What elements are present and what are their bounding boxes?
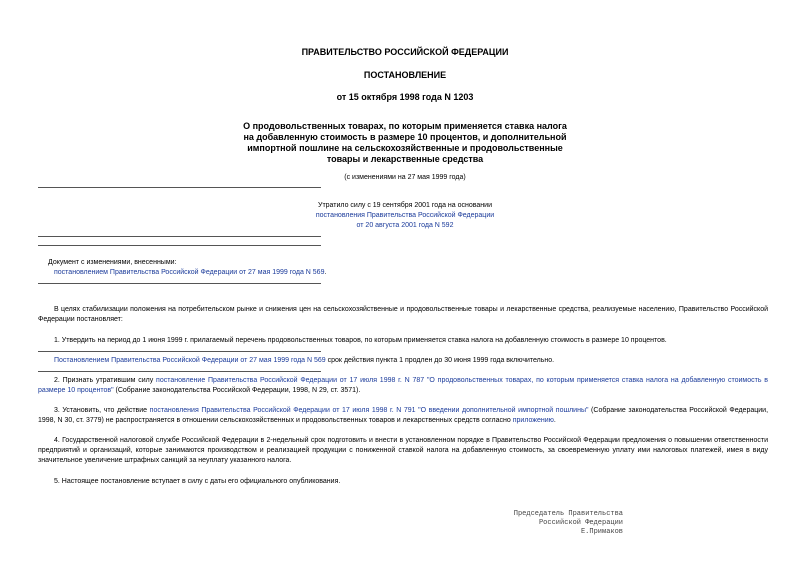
expired-link[interactable]: постановления Правительства Российской Федерации xyxy=(315,212,495,219)
expired-text: Утратило силу с 19 сентября 2001 года на основании xyxy=(318,202,492,209)
divider xyxy=(38,236,321,237)
p3-text: 3. Установить, что действие xyxy=(54,407,150,414)
changes-tail: . xyxy=(324,269,327,276)
p3-text-end: . xyxy=(553,417,556,424)
signature-title: Председатель Правительства xyxy=(513,510,623,518)
divider xyxy=(38,245,321,246)
document-title xyxy=(160,121,650,165)
expired-notice xyxy=(160,201,650,231)
p2-link[interactable]: постановление Правительства Российской Федерации от 17 июля 1998 г. N 787 "О продовольственных товарах, по которым применяется ставка налога на добавленную стоимость в размере 10 процентов" xyxy=(38,377,768,394)
document-type: ПОСТАНОВЛЕНИЕ xyxy=(363,70,447,80)
expired-link-date[interactable]: от 20 августа 2001 года N 592 xyxy=(356,222,454,229)
paragraph-5: 5. Настоящее постановление вступает в силу с даты его официального опубликования. xyxy=(54,478,341,485)
amendment-note: (с изменениями на 27 мая 1999 года) xyxy=(344,174,466,181)
p1-note-text: срок действия пункта 1 продлен до 30 июня 1999 года включительно. xyxy=(325,357,555,364)
intro-paragraph: В целях стабилизации положения на потребительском рынке и снижения цен на сельскохозяйственные и продовольственные товары и лекарственные средства, реализуемые населению, Правительство Российской Федерации постановляет: xyxy=(38,306,768,323)
changes-link[interactable]: постановлением Правительства Российской Федерации от 27 мая 1999 года N 569 xyxy=(54,269,325,276)
p3-text-mid: (Собрание законодательства Российской Федерации, 1998, N 30, ст. 3779) не распространяется в отношении сельскохозяйственных и продовольственных товаров и лекарственных средств согласно xyxy=(38,407,769,424)
paragraph-1: 1. Утвердить на период до 1 июня 1999 г. прилагаемый перечень продовольственных товаров, по которым применяется ставка налога на добавленную стоимость в размере 10 процентов. xyxy=(54,337,667,344)
paragraph-3 xyxy=(38,406,768,426)
government-heading: ПРАВИТЕЛЬСТВО РОССИЙСКОЙ ФЕДЕРАЦИИ xyxy=(301,47,509,57)
divider xyxy=(38,187,321,188)
title-line: на добавленную стоимость в размере 10 процентов, и дополнительной xyxy=(243,132,567,142)
divider xyxy=(38,351,321,352)
p3-link[interactable]: постановления Правительства Российской Федерации от 17 июля 1998 г. N 791 "О введении дополнительной импортной пошлины" xyxy=(149,407,589,414)
paragraph-4: 4. Государственной налоговой службе Российской Федерации в 2-недельный срок подготовить и внести в установленном порядке в Правительство Российской Федерации предложения о повышении ответственности предприятий и организаций, которые занимаются производством и реализацией продукции с пониженной ставкой налога на добавленную стоимость, за своевременную уплату ими налоговых платежей, имея в виду значительное увеличение штрафных санкций за неуплату указанного налога. xyxy=(38,437,768,464)
title-line: импортной пошлине на сельскохозяйственные и продовольственные xyxy=(247,143,563,153)
paragraph-2 xyxy=(38,376,768,396)
title-line: товары и лекарственные средства xyxy=(326,154,484,164)
divider xyxy=(38,371,321,372)
p2-text-end: (Собрание законодательства Российской Федерации, 1998, N 29, ст. 3571). xyxy=(113,387,361,394)
appendix-link[interactable]: приложению xyxy=(512,417,554,424)
changes-block xyxy=(48,258,648,278)
p1-note-link[interactable]: Постановлением Правительства Российской Федерации от 27 мая 1999 года N 569 xyxy=(54,357,326,364)
paragraph-1-note xyxy=(54,356,768,366)
signature-name: Е.Примаков xyxy=(580,528,623,536)
title-line: О продовольственных товарах, по которым применяется ставка налога xyxy=(243,121,567,131)
divider xyxy=(38,283,321,284)
changes-label: Документ с изменениями, внесенными: xyxy=(48,259,177,266)
document-date-number: от 15 октября 1998 года N 1203 xyxy=(336,92,474,102)
signature-org: Российской Федерации xyxy=(538,519,623,527)
p2-text: 2. Признать утратившим силу xyxy=(54,377,157,384)
signature-block xyxy=(470,510,623,537)
